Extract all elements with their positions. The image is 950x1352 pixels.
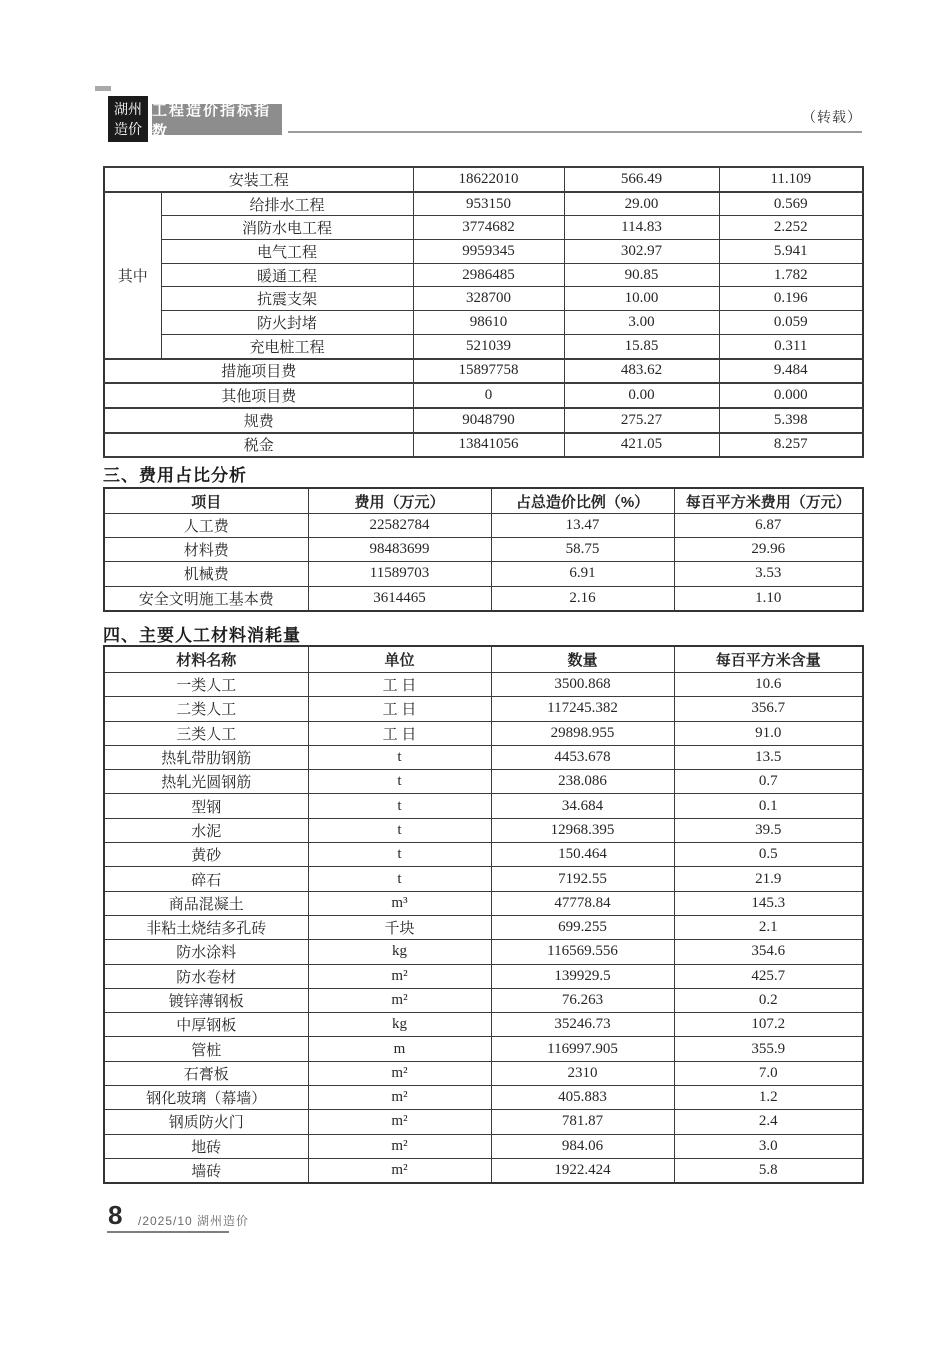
material-name-cell: 中厚钢板 xyxy=(104,1013,308,1037)
material-name-cell: 墙砖 xyxy=(104,1158,308,1183)
materials-table xyxy=(103,645,864,1184)
unit-cell: t xyxy=(308,770,491,794)
per100-cell: 90.85 xyxy=(564,263,719,287)
table-row xyxy=(104,964,863,988)
per100-cell: 483.62 xyxy=(564,359,719,384)
quantity-cell: 116569.556 xyxy=(491,940,674,964)
per100-cell: 0.2 xyxy=(674,988,863,1012)
material-name-cell: 三类人工 xyxy=(104,721,308,745)
per100-cell: 566.49 xyxy=(564,167,719,192)
index-cell: 0.196 xyxy=(719,287,863,311)
material-name-cell: 防水涂料 xyxy=(104,940,308,964)
index-cell: 0.059 xyxy=(719,311,863,335)
label-cell: 税金 xyxy=(104,433,413,458)
logo-text-bottom: 造价 xyxy=(114,121,142,137)
reprint-label: （转载） xyxy=(802,109,862,125)
per100-cell: 114.83 xyxy=(564,216,719,240)
per100-cell: 0.5 xyxy=(674,843,863,867)
percent-cell: 6.91 xyxy=(491,562,674,586)
per100-cell: 21.9 xyxy=(674,867,863,891)
quantity-cell: 150.464 xyxy=(491,843,674,867)
label-cell: 防火封堵 xyxy=(161,311,413,335)
per100-cell: 15.85 xyxy=(564,334,719,358)
per100-cell: 421.05 xyxy=(564,433,719,458)
unit-cell: 工 日 xyxy=(308,697,491,721)
quantity-cell: 3500.868 xyxy=(491,673,674,697)
per100-cell: 13.5 xyxy=(674,745,863,769)
section-badge: 工程造价指标指数 xyxy=(152,104,282,135)
table-row xyxy=(104,263,863,287)
page-number: 8 xyxy=(108,1200,123,1230)
per100-cell: 29.00 xyxy=(564,192,719,216)
per100-cell: 425.7 xyxy=(674,964,863,988)
unit-cell: kg xyxy=(308,940,491,964)
section-title-fee-analysis: 三、费用占比分析 xyxy=(103,466,247,485)
unit-cell: t xyxy=(308,867,491,891)
per100-cell: 1.10 xyxy=(674,586,863,611)
column-header: 材料名称 xyxy=(104,646,308,673)
quantity-cell: 4453.678 xyxy=(491,745,674,769)
per100-cell: 3.53 xyxy=(674,562,863,586)
per100-cell: 7.0 xyxy=(674,1061,863,1085)
per100-cell: 354.6 xyxy=(674,940,863,964)
table-row xyxy=(104,216,863,240)
material-name-cell: 商品混凝土 xyxy=(104,891,308,915)
table-row xyxy=(104,240,863,264)
label-cell: 暖通工程 xyxy=(161,263,413,287)
material-name-cell: 一类人工 xyxy=(104,673,308,697)
table-row xyxy=(104,334,863,358)
header-rule xyxy=(288,131,862,133)
per100-cell: 0.00 xyxy=(564,383,719,408)
per100-cell: 0.7 xyxy=(674,770,863,794)
table-row xyxy=(104,721,863,745)
material-name-cell: 钢化玻璃（幕墙） xyxy=(104,1086,308,1110)
table-row xyxy=(104,192,863,216)
logo-text-top: 湖州 xyxy=(114,100,142,117)
unit-cell: m xyxy=(308,1037,491,1061)
corner-mark xyxy=(95,86,111,91)
cost-cell: 9959345 xyxy=(413,240,564,264)
table-header-row xyxy=(104,488,863,514)
issue-label: /2025/10 湖州造价 xyxy=(138,1214,250,1228)
table-row xyxy=(104,818,863,842)
per100-cell: 10.6 xyxy=(674,673,863,697)
cost-cell: 98610 xyxy=(413,311,564,335)
unit-cell: 工 日 xyxy=(308,673,491,697)
quantity-cell: 2310 xyxy=(491,1061,674,1085)
cost-cell: 328700 xyxy=(413,287,564,311)
per100-cell: 39.5 xyxy=(674,818,863,842)
table-row xyxy=(104,1086,863,1110)
index-cell: 9.484 xyxy=(719,359,863,384)
per100-cell: 2.1 xyxy=(674,915,863,939)
material-name-cell: 地砖 xyxy=(104,1134,308,1158)
quantity-cell: 238.086 xyxy=(491,770,674,794)
unit-cell: m² xyxy=(308,988,491,1012)
material-name-cell: 热轧带肋钢筋 xyxy=(104,745,308,769)
per100-cell: 275.27 xyxy=(564,408,719,433)
unit-cell: t xyxy=(308,818,491,842)
per100-cell: 6.87 xyxy=(674,514,863,538)
table-row xyxy=(104,1158,863,1183)
table-row xyxy=(104,383,863,408)
table-row xyxy=(104,433,863,458)
column-header: 数量 xyxy=(491,646,674,673)
per100-cell: 10.00 xyxy=(564,287,719,311)
index-cell: 5.398 xyxy=(719,408,863,433)
table-row xyxy=(104,1134,863,1158)
group-cell: 其中 xyxy=(104,192,161,359)
cost-cell: 13841056 xyxy=(413,433,564,458)
per100-cell: 145.3 xyxy=(674,891,863,915)
quantity-cell: 699.255 xyxy=(491,915,674,939)
section-title-materials: 四、主要人工材料消耗量 xyxy=(103,626,301,645)
quantity-cell: 35246.73 xyxy=(491,1013,674,1037)
index-cell: 5.941 xyxy=(719,240,863,264)
cost-cell: 953150 xyxy=(413,192,564,216)
footer-rule xyxy=(107,1231,229,1233)
index-cell: 1.782 xyxy=(719,263,863,287)
cost-summary-table xyxy=(103,166,864,458)
table-row xyxy=(104,794,863,818)
label-cell: 规费 xyxy=(104,408,413,433)
index-cell: 0.569 xyxy=(719,192,863,216)
material-name-cell: 水泥 xyxy=(104,818,308,842)
unit-cell: m³ xyxy=(308,891,491,915)
label-cell: 措施项目费 xyxy=(104,359,413,384)
material-name-cell: 非粘土烧结多孔砖 xyxy=(104,915,308,939)
quantity-cell: 34.684 xyxy=(491,794,674,818)
quantity-cell: 1922.424 xyxy=(491,1158,674,1183)
per100-cell: 5.8 xyxy=(674,1158,863,1183)
label-cell: 其他项目费 xyxy=(104,383,413,408)
unit-cell: m² xyxy=(308,1061,491,1085)
per100-cell: 3.00 xyxy=(564,311,719,335)
unit-cell: m² xyxy=(308,1158,491,1183)
unit-cell: m² xyxy=(308,1110,491,1134)
index-cell: 11.109 xyxy=(719,167,863,192)
item-cell: 人工费 xyxy=(104,514,308,538)
table-row xyxy=(104,586,863,611)
cost-cell: 2986485 xyxy=(413,263,564,287)
material-name-cell: 碎石 xyxy=(104,867,308,891)
material-name-cell: 管桩 xyxy=(104,1037,308,1061)
quantity-cell: 984.06 xyxy=(491,1134,674,1158)
cost-cell: 9048790 xyxy=(413,408,564,433)
quantity-cell: 781.87 xyxy=(491,1110,674,1134)
table-row xyxy=(104,745,863,769)
column-header: 单位 xyxy=(308,646,491,673)
unit-cell: t xyxy=(308,745,491,769)
column-header: 每百平方米含量 xyxy=(674,646,863,673)
table-row xyxy=(104,915,863,939)
cost-cell: 18622010 xyxy=(413,167,564,192)
per100-cell: 3.0 xyxy=(674,1134,863,1158)
table-row xyxy=(104,1110,863,1134)
per100-cell: 2.4 xyxy=(674,1110,863,1134)
material-name-cell: 石膏板 xyxy=(104,1061,308,1085)
quantity-cell: 116997.905 xyxy=(491,1037,674,1061)
label-cell: 给排水工程 xyxy=(161,192,413,216)
material-name-cell: 镀锌薄钢板 xyxy=(104,988,308,1012)
table-row xyxy=(104,697,863,721)
table-row xyxy=(104,770,863,794)
cost-cell: 3614465 xyxy=(308,586,491,611)
label-cell: 抗震支架 xyxy=(161,287,413,311)
table-row xyxy=(104,359,863,384)
column-header: 费用（万元） xyxy=(308,488,491,514)
unit-cell: kg xyxy=(308,1013,491,1037)
table-row xyxy=(104,940,863,964)
per100-cell: 302.97 xyxy=(564,240,719,264)
column-header: 占总造价比例（%） xyxy=(491,488,674,514)
material-name-cell: 二类人工 xyxy=(104,697,308,721)
quantity-cell: 405.883 xyxy=(491,1086,674,1110)
label-cell: 安装工程 xyxy=(104,167,413,192)
unit-cell: t xyxy=(308,843,491,867)
per100-cell: 91.0 xyxy=(674,721,863,745)
quantity-cell: 117245.382 xyxy=(491,697,674,721)
material-name-cell: 防水卷材 xyxy=(104,964,308,988)
table-row xyxy=(104,673,863,697)
label-cell: 消防水电工程 xyxy=(161,216,413,240)
index-cell: 0.311 xyxy=(719,334,863,358)
material-name-cell: 钢质防火门 xyxy=(104,1110,308,1134)
unit-cell: m² xyxy=(308,1134,491,1158)
material-name-cell: 黄砂 xyxy=(104,843,308,867)
cost-cell: 11589703 xyxy=(308,562,491,586)
percent-cell: 2.16 xyxy=(491,586,674,611)
cost-cell: 15897758 xyxy=(413,359,564,384)
table-row xyxy=(104,891,863,915)
table-row xyxy=(104,514,863,538)
cost-cell: 0 xyxy=(413,383,564,408)
table-row xyxy=(104,408,863,433)
quantity-cell: 12968.395 xyxy=(491,818,674,842)
material-name-cell: 型钢 xyxy=(104,794,308,818)
per100-cell: 29.96 xyxy=(674,538,863,562)
quantity-cell: 139929.5 xyxy=(491,964,674,988)
quantity-cell: 29898.955 xyxy=(491,721,674,745)
quantity-cell: 76.263 xyxy=(491,988,674,1012)
percent-cell: 58.75 xyxy=(491,538,674,562)
per100-cell: 0.1 xyxy=(674,794,863,818)
unit-cell: m² xyxy=(308,964,491,988)
unit-cell: m² xyxy=(308,1086,491,1110)
table-row xyxy=(104,167,863,192)
table-header-row xyxy=(104,646,863,673)
cost-cell: 22582784 xyxy=(308,514,491,538)
percent-cell: 13.47 xyxy=(491,514,674,538)
table-row xyxy=(104,538,863,562)
index-cell: 2.252 xyxy=(719,216,863,240)
fee-analysis-table xyxy=(103,487,864,612)
quantity-cell: 47778.84 xyxy=(491,891,674,915)
column-header: 项目 xyxy=(104,488,308,514)
table-row xyxy=(104,867,863,891)
table-row xyxy=(104,1013,863,1037)
per100-cell: 1.2 xyxy=(674,1086,863,1110)
table-row xyxy=(104,311,863,335)
material-name-cell: 热轧光圆钢筋 xyxy=(104,770,308,794)
per100-cell: 356.7 xyxy=(674,697,863,721)
per100-cell: 107.2 xyxy=(674,1013,863,1037)
index-cell: 0.000 xyxy=(719,383,863,408)
index-cell: 8.257 xyxy=(719,433,863,458)
table-row xyxy=(104,287,863,311)
item-cell: 材料费 xyxy=(104,538,308,562)
table-row xyxy=(104,1037,863,1061)
item-cell: 安全文明施工基本费 xyxy=(104,586,308,611)
cost-cell: 98483699 xyxy=(308,538,491,562)
unit-cell: 千块 xyxy=(308,915,491,939)
label-cell: 充电桩工程 xyxy=(161,334,413,358)
item-cell: 机械费 xyxy=(104,562,308,586)
column-header: 每百平方米费用（万元） xyxy=(674,488,863,514)
cost-cell: 521039 xyxy=(413,334,564,358)
table-row xyxy=(104,843,863,867)
label-cell: 电气工程 xyxy=(161,240,413,264)
unit-cell: t xyxy=(308,794,491,818)
publication-logo xyxy=(108,96,148,142)
table-row xyxy=(104,1061,863,1085)
table-row xyxy=(104,562,863,586)
unit-cell: 工 日 xyxy=(308,721,491,745)
quantity-cell: 7192.55 xyxy=(491,867,674,891)
table-row xyxy=(104,988,863,1012)
cost-cell: 3774682 xyxy=(413,216,564,240)
per100-cell: 355.9 xyxy=(674,1037,863,1061)
